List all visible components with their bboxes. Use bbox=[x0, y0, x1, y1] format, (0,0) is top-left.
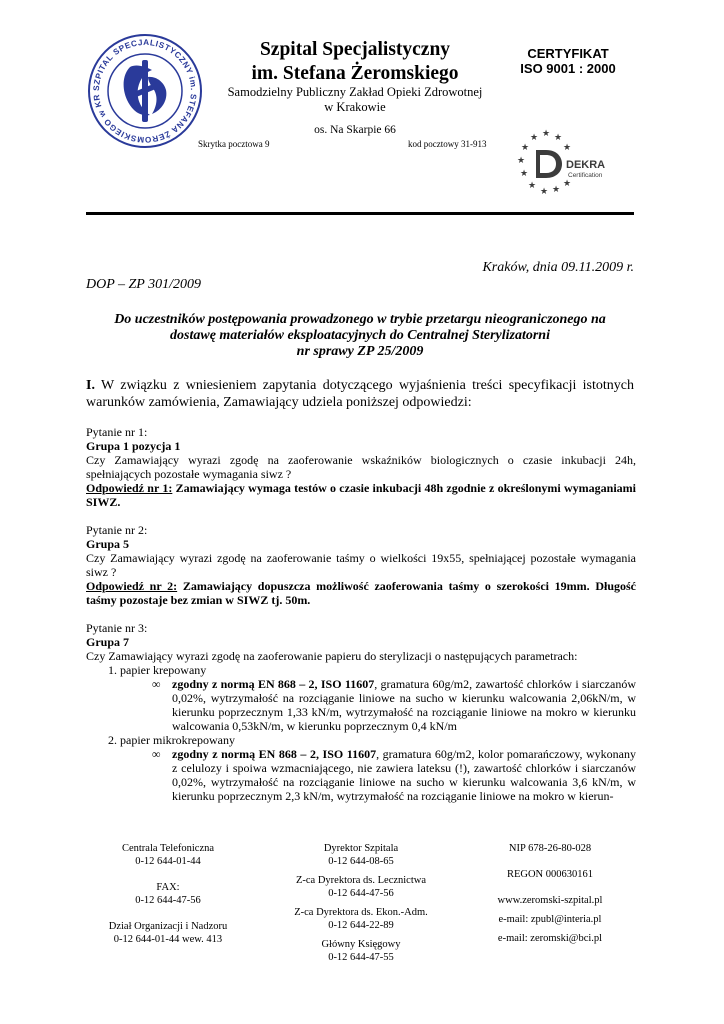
footer-line: Z-ca Dyrektora ds. Ekon.-Adm. bbox=[294, 907, 428, 918]
q2-answer: Zamawiający dopuszcza możliwość zaoferowania taśmy o szerokości 19mm. Długość taśmy pozostaje bez zmian w SIWZ tj. 50m. bbox=[86, 579, 637, 607]
svg-text:★: ★ bbox=[516, 155, 526, 165]
subtitle-line1: Samodzielny Publiczny Zakład Opieki Zdrowotnej bbox=[227, 85, 483, 99]
hospital-name-line1: Szpital Specjalistyczny bbox=[259, 39, 451, 60]
footer-company-info bbox=[475, 842, 625, 945]
svg-text:★: ★ bbox=[562, 178, 572, 188]
q3-label: Pytanie nr 3: bbox=[86, 621, 148, 635]
q3-item1-norm: zgodny z normą EN 868 – 2, ISO 11607 bbox=[172, 677, 375, 691]
footer-line: 0-12 644-22-89 bbox=[328, 920, 394, 931]
q1-answer-label: Odpowiedź nr 1: bbox=[86, 481, 173, 495]
q2-answer-label: Odpowiedź nr 2: bbox=[86, 579, 178, 593]
q3-item1-text: , gramatura 60g/m2, zawartość chlorków i siarczanów 0,02%, wytrzymałość na rozciąganie liniowe na sucho w kierunku walcowania 2,06kN/m, w kierunku poprzecznym 1,33 kN/m, wytrzymałość na rozciąganie liniowe na mokro w kierunku walcowania 0,53kN/m, w kierunku poprzecznym 0,4 kN/m bbox=[172, 677, 636, 733]
q2-group: Grupa 5 bbox=[86, 537, 130, 551]
certificate-label bbox=[508, 46, 628, 76]
website-link[interactable]: www.zeromski-szpital.pl bbox=[497, 895, 603, 906]
letter-heading bbox=[86, 312, 634, 360]
q3-item2-spec bbox=[86, 747, 636, 803]
svg-text:★: ★ bbox=[527, 180, 537, 190]
hospital-subtitle bbox=[215, 85, 495, 115]
hospital-name bbox=[215, 38, 495, 86]
q3-item2-norm: zgodny z normą EN 868 – 2, ISO 11607 bbox=[172, 747, 377, 761]
po-box: Skrytka pocztowa 9 bbox=[198, 139, 270, 149]
svg-text:★: ★ bbox=[529, 132, 539, 142]
cert-line2: ISO 9001 : 2000 bbox=[520, 61, 616, 76]
q3-item2-label: 2. papier mikrokrepowany bbox=[108, 733, 235, 747]
q2-label: Pytanie nr 2: bbox=[86, 523, 148, 537]
hospital-address: os. Na Skarpie 66 bbox=[314, 124, 396, 136]
q3-item1-spec bbox=[86, 677, 636, 733]
question-2 bbox=[86, 523, 636, 607]
q3-item1-label: 1. papier krepowany bbox=[108, 663, 207, 677]
intro-paragraph bbox=[86, 377, 634, 411]
q1-group: Grupa 1 pozycja 1 bbox=[86, 439, 181, 453]
footer-line: FAX: bbox=[156, 882, 180, 893]
svg-text:★: ★ bbox=[520, 142, 530, 152]
header-divider bbox=[86, 212, 634, 215]
footer-line bbox=[475, 855, 625, 868]
dekra-certification-logo bbox=[512, 128, 622, 202]
footer-line: 0-12 644-01-44 wew. 413 bbox=[113, 934, 223, 945]
q3-group: Grupa 7 bbox=[86, 635, 130, 649]
question-1 bbox=[86, 425, 636, 509]
heading-line1: Do uczestników postępowania prowadzonego w trybie przetargu nieograniczonego na bbox=[114, 312, 606, 327]
email-link[interactable]: e-mail: zpubl@interia.pl bbox=[498, 914, 602, 925]
q2-question: Czy Zamawiający wyrazi zgodę na zaoferowanie taśmy o wielkości 19x55, spełniającej pozostałe wymagania siwz ? bbox=[86, 551, 636, 579]
cert-line1: CERTYFIKAT bbox=[527, 46, 609, 61]
q1-answer: Zamawiający wymaga testów o czasie inkubacji 48h zgodnie z określonymi wymaganiami SIWZ. bbox=[86, 481, 636, 509]
footer-line: Z-ca Dyrektora ds. Lecznictwa bbox=[295, 875, 426, 886]
bullet-infinity-icon: ∞ bbox=[152, 677, 161, 691]
question-3 bbox=[86, 621, 636, 803]
svg-text:★: ★ bbox=[539, 186, 549, 196]
subtitle-line2: w Krakowie bbox=[324, 100, 386, 114]
email-link[interactable]: e-mail: zeromski@bci.pl bbox=[497, 933, 603, 944]
hospital-logo bbox=[86, 32, 204, 150]
intro-number: I. bbox=[86, 378, 95, 393]
postal-code: kod pocztowy 31-913 bbox=[408, 139, 487, 149]
bullet-infinity-icon: ∞ bbox=[152, 747, 161, 761]
svg-text:★: ★ bbox=[551, 184, 561, 194]
footer-contacts bbox=[90, 842, 246, 946]
footer-line: 0-12 644-08-65 bbox=[328, 856, 394, 867]
footer-line: NIP 678-26-80-028 bbox=[508, 843, 592, 854]
svg-text:★: ★ bbox=[553, 132, 563, 142]
footer-line: 0-12 644-01-44 bbox=[135, 856, 201, 867]
footer-line: 0-12 644-47-55 bbox=[328, 952, 394, 963]
q3-item2-text: , gramatura 60g/m2, kolor pomarańczowy, wykonany z celulozy i spoiwa wzmacniającego, nie zawiera lateksu (!), zawartość chlorków i siarczanów 0,02%, wytrzymałość na rozciąganie liniowe na sucho w kierunku walcowania 3,6 kN/m, w kierunku poprzecznym 2,3 kN/m, wytrzymałość na rozciąganie liniowe na mokro w kierun- bbox=[172, 747, 636, 803]
logo-ring-text: SZPITAL SPECJALISTYCZNY im. STEFANA ŻEROMSKIEGO w KR bbox=[91, 37, 199, 145]
letter-date: Kraków, dnia 09.11.2009 r. bbox=[482, 260, 634, 275]
q1-question: Czy Zamawiający wyrazi zgodę na zaoferowanie wskaźników biologicznych o czasie inkubacji 24h, spełniających pozostałe wymagania siwz ? bbox=[86, 453, 636, 481]
footer-line: REGON 000630161 bbox=[506, 869, 594, 880]
footer-line: Dyrektor Szpitala bbox=[323, 843, 399, 854]
svg-text:★: ★ bbox=[562, 142, 572, 152]
footer-directors bbox=[276, 842, 446, 964]
footer-line: 0-12 644-47-56 bbox=[328, 888, 394, 899]
q3-question: Czy Zamawiający wyrazi zgodę na zaoferowanie papieru do sterylizacji o następujących parametrach: bbox=[86, 649, 578, 663]
footer-line: Dział Organizacji i Nadzoru bbox=[108, 921, 228, 932]
footer-line: 0-12 644-47-56 bbox=[135, 895, 201, 906]
svg-text:★: ★ bbox=[541, 128, 551, 138]
svg-text:★: ★ bbox=[519, 168, 529, 178]
footer-line bbox=[90, 907, 246, 920]
letter-reference: DOP – ZP 301/2009 bbox=[86, 277, 201, 292]
footer-line: Główny Księgowy bbox=[321, 939, 401, 950]
dekra-name: DEKRA bbox=[566, 159, 606, 171]
footer-line: Centrala Telefoniczna bbox=[121, 843, 215, 854]
footer-line bbox=[475, 881, 625, 894]
intro-text: W związku z wniesieniem zapytania dotyczącego wyjaśnienia treści specyfikacji istotnych warunków zamówienia, Zamawiający udziela poniższej odpowiedzi: bbox=[86, 378, 634, 410]
heading-line2: dostawę materiałów eksploatacyjnych do Centralnej Sterylizatorni bbox=[170, 328, 550, 343]
footer-line bbox=[90, 868, 246, 881]
heading-line3: nr sprawy ZP 25/2009 bbox=[296, 344, 424, 359]
hospital-name-line2: im. Stefana Żeromskiego bbox=[251, 63, 459, 84]
q1-label: Pytanie nr 1: bbox=[86, 425, 148, 439]
dekra-sub: Certification bbox=[568, 172, 603, 179]
